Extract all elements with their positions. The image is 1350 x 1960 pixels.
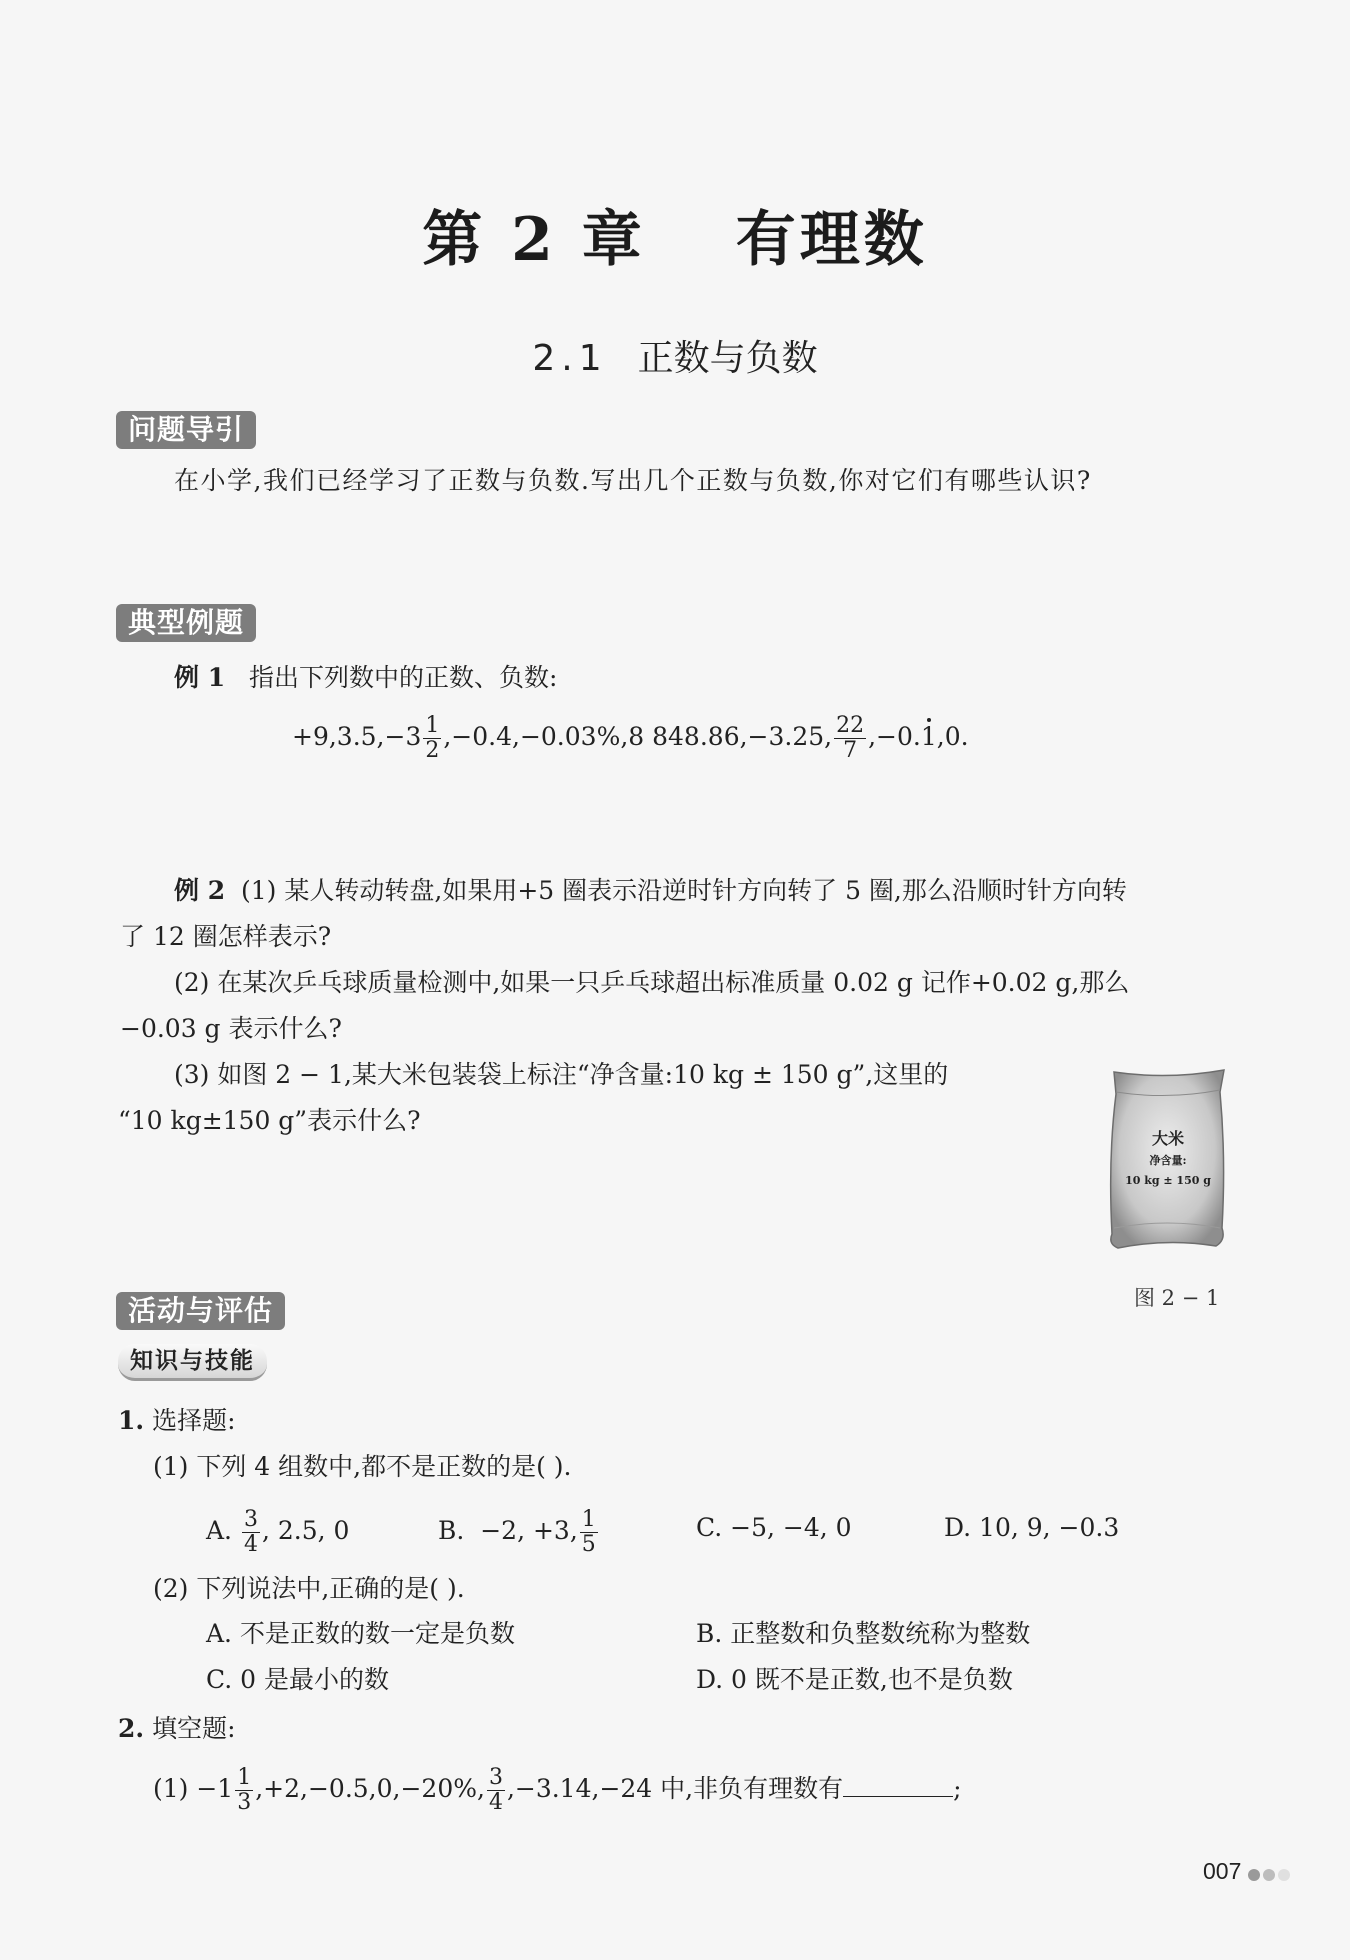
q1-2-option-b[interactable]: B. 正整数和负整数统称为整数	[696, 1619, 1031, 1648]
q1-1-option-b[interactable]: B. −2, +3, $\frac{1}{5}$	[438, 1507, 596, 1557]
section-title	[0, 330, 1350, 381]
example-1	[174, 661, 557, 695]
tag-knowledge: 知识与技能	[118, 1344, 267, 1381]
question-1-sub1: (1) 下列 4 组数中,都不是正数的是( ).	[153, 1452, 572, 1481]
example-2-part2-line1: (2) 在某次乒乓球质量检测中,如果一只乒乓球超出标准质量 0.02 g 记作+0.02 g,那么	[174, 968, 1130, 997]
example-2-part3-line1: (3) 如图 2 − 1,某大米包装袋上标注“净含量:10 kg ± 150 g”,这里的	[174, 1060, 949, 1089]
question-1-number: 1.	[118, 1406, 145, 1435]
q1-2-option-d[interactable]: D. 0 既不是正数,也不是负数	[696, 1665, 1013, 1694]
example-1-label: 例 1	[174, 663, 226, 692]
bag-title: 大米	[1151, 1129, 1185, 1148]
q1-1-option-d[interactable]: D. 10, 9, −0.3	[944, 1513, 1120, 1542]
example-2-line1	[174, 874, 1127, 908]
chapter-number: 第 2 章	[422, 205, 646, 275]
question-1-heading: 选择题:	[152, 1406, 236, 1435]
question-1-title	[118, 1404, 236, 1438]
bag-label: 净含量:	[1149, 1154, 1187, 1167]
question-2-sub1: (1) −1 $\frac{1}{3}$ ,+2,−0.5,0,−20%, $\frac{3}{4}$ ,−3.14,−24 中,非负有理数有 ;	[153, 1765, 962, 1815]
example-2-part3-line2: “10 kg±150 g”表示什么?	[118, 1106, 421, 1135]
tag-intro: 问题导引	[116, 411, 256, 449]
chapter-title	[0, 192, 1350, 278]
intro-text: 在小学,我们已经学习了正数与负数.写出几个正数与负数,你对它们有哪些认识?	[174, 466, 1092, 495]
tag-activity: 活动与评估	[116, 1292, 285, 1330]
example-1-numbers	[292, 712, 969, 763]
question-2-title	[118, 1712, 236, 1746]
repeating-digit: 1	[920, 722, 937, 751]
q1-1-option-c[interactable]: C. −5, −4, 0	[696, 1513, 852, 1542]
bag-weight: 10 kg ± 150 g	[1125, 1174, 1211, 1187]
fraction-22-7: $\frac{22}{7}$	[836, 713, 865, 763]
fraction-one-half: $\frac{1}{2}$	[425, 713, 440, 763]
rice-bag-image	[1108, 1068, 1228, 1250]
numbers-part-d: ,0.	[936, 722, 969, 751]
figure-caption: 图 2 − 1	[1134, 1286, 1220, 1310]
tag-examples: 典型例题	[116, 604, 256, 642]
q1-2-option-a[interactable]: A. 不是正数的数一定是负数	[206, 1619, 515, 1648]
example-2-label: 例 2	[174, 876, 226, 905]
numbers-part-b: ,−0.4,−0.03%,8 848.86,−3.25,	[443, 722, 833, 751]
numbers-part-a: +9,3.5,−3	[292, 722, 422, 751]
page-dots	[1248, 1866, 1293, 1885]
example-2-part1: (1) 某人转动转盘,如果用+5 圈表示沿逆时针方向转了 5 圈,那么沿顺时针方向转	[241, 876, 1127, 905]
q1-2-option-c[interactable]: C. 0 是最小的数	[206, 1665, 389, 1694]
question-2-heading: 填空题:	[152, 1714, 236, 1743]
question-2-number: 2.	[118, 1714, 145, 1743]
numbers-part-c: ,−0.	[868, 722, 921, 751]
section-name: 正数与负数	[637, 338, 818, 379]
q1-1-option-a[interactable]: A. $\frac{3}{4}$ , 2.5, 0	[206, 1507, 350, 1557]
chapter-name: 有理数	[735, 205, 928, 275]
section-number: 2.1	[532, 338, 608, 379]
example-2-line2: 了 12 圈怎样表示?	[120, 922, 332, 951]
question-1-sub2: (2) 下列说法中,正确的是( ).	[153, 1574, 465, 1603]
example-2-part2-line2: −0.03 g 表示什么?	[120, 1014, 342, 1043]
example-1-text: 指出下列数中的正数、负数:	[248, 663, 558, 692]
page-number: 007	[1203, 1858, 1242, 1884]
answer-blank[interactable]	[843, 1774, 953, 1797]
